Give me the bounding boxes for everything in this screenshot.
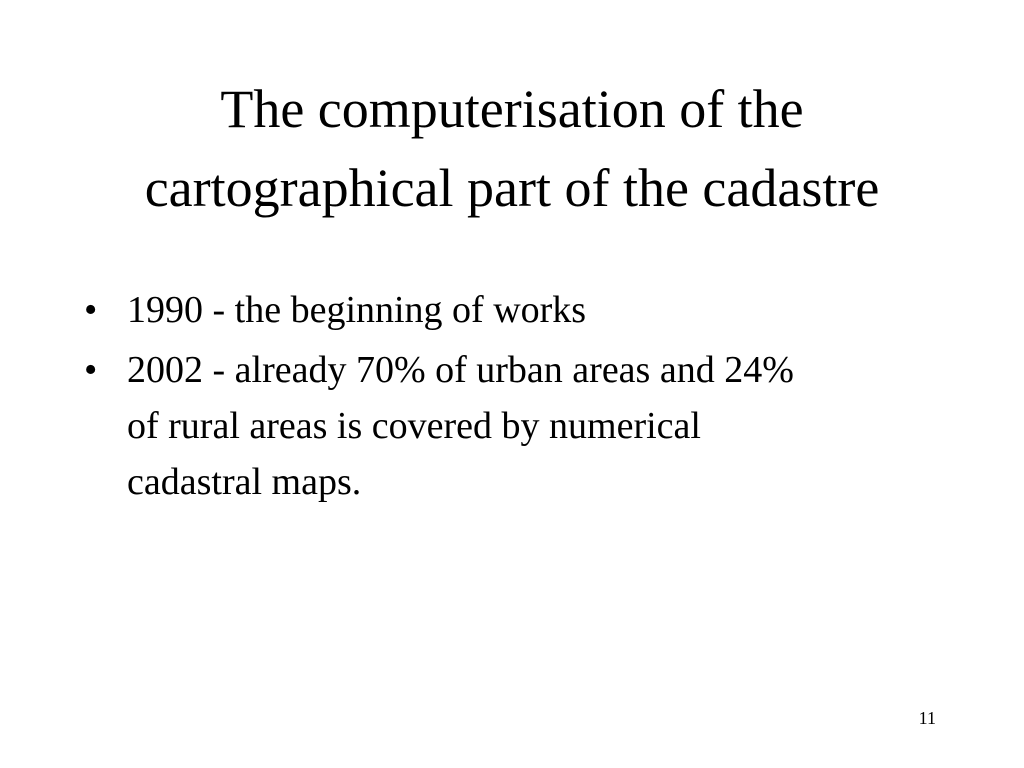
slide-title-line-1: The computerisation of the <box>220 79 804 139</box>
bullet-item-2002 <box>84 342 964 510</box>
bullet-text-line-1: 2002 - already 70% of urban areas and 24% <box>127 349 794 391</box>
bullet-text-line-3: cadastral maps. <box>127 461 362 503</box>
slide-title-line-2: cartographical part of the cadastre <box>144 158 880 218</box>
slide-number: 11 <box>918 708 936 728</box>
bullet-icon: • <box>84 349 98 391</box>
slide-title <box>40 70 984 228</box>
bullet-icon: • <box>84 289 98 331</box>
bullet-text: 1990 - the beginning of works <box>127 289 587 331</box>
bullet-text-line-2: of rural areas is covered by numerical <box>127 405 701 447</box>
bullet-item-1990 <box>84 282 964 338</box>
bullet-list <box>84 282 964 514</box>
